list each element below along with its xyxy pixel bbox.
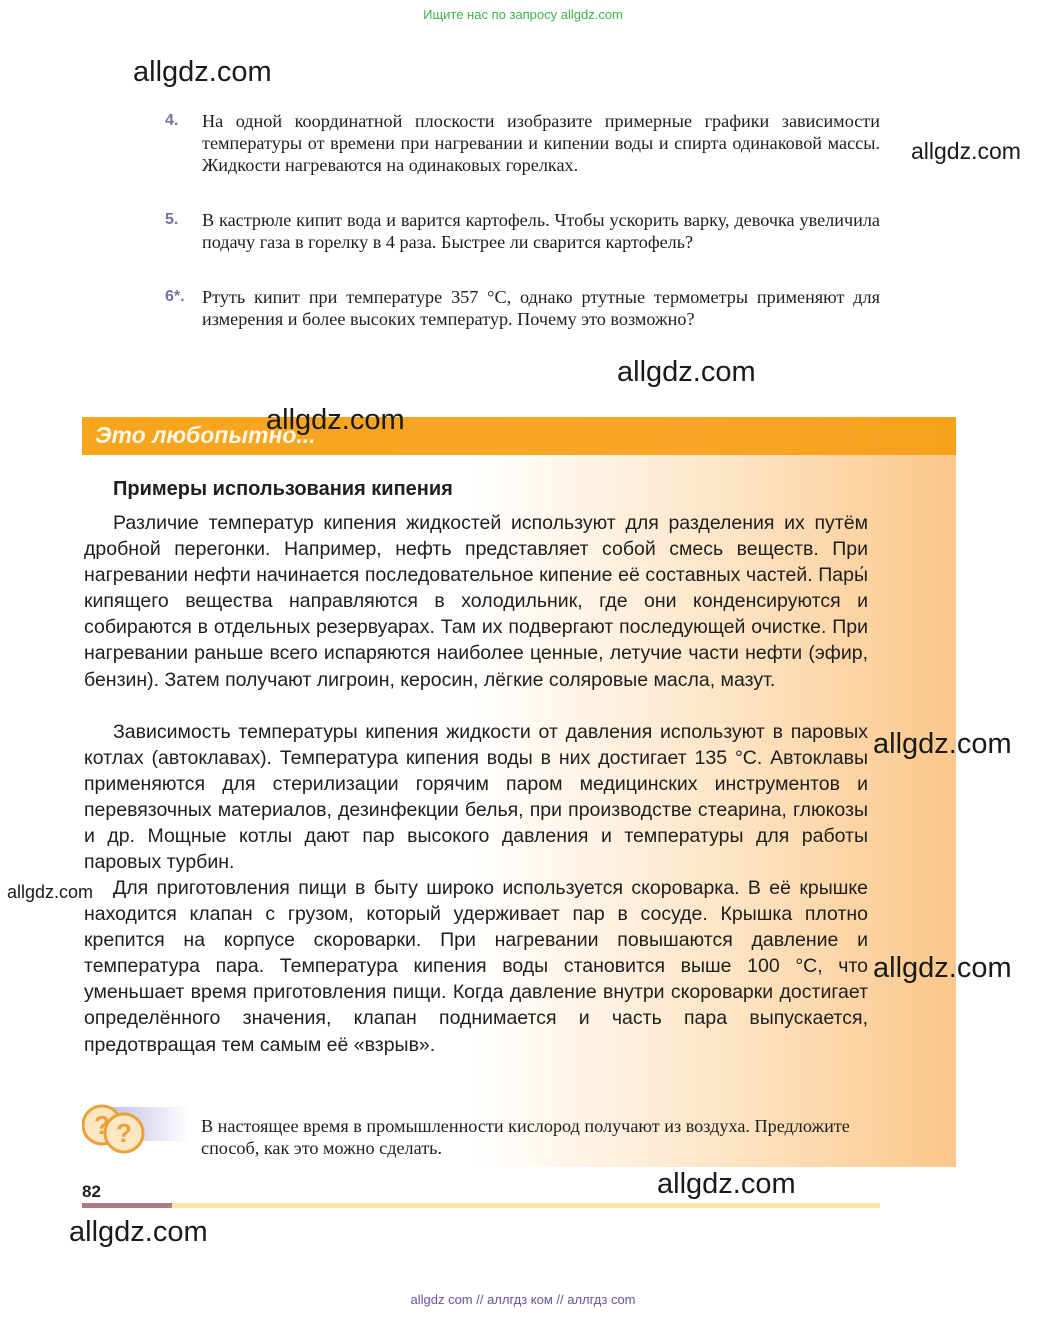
watermark: allgdz.com <box>657 1168 796 1200</box>
footer-bar <box>172 1203 880 1208</box>
watermark: allgdz.com <box>911 138 1021 164</box>
curiosity-box-title: Это любопытно... <box>95 422 316 448</box>
watermark: allgdz.com <box>133 56 272 88</box>
question-5 <box>165 209 880 253</box>
svg-text:?: ? <box>94 1110 110 1140</box>
question-text: Ртуть кипит при температуре 357 °С, однако ртутные термометры применяют для измерения и более высоких температур. Почему это возможно? <box>202 287 880 329</box>
question-4 <box>165 110 880 176</box>
question-number: 4. <box>165 112 179 129</box>
paragraph-distillation: Различие температур кипения жидкостей используют для разделения их путём дробной перегонки. Например, нефть представляет собой смесь веществ. При нагревании нефти начинается последовательное кипение её составных частей. Пары́ кипящего вещества направляются в холодильник, где они конденсируются и собираются в отдельных резервуарах. Там их подвергают последующей очистке. При нагревании раньше всего испаряются наиболее ценные, летучие части нефти (эфир, бензин). Затем получают лигроин, керосин, лёгкие соляровые масла, мазут. <box>84 512 868 691</box>
section-subtitle: Примеры использования кипения <box>113 478 453 500</box>
watermark: allgdz.com <box>873 728 1012 760</box>
question-text: На одной координатной плоскости изобразите примерные графики зависимости температуры от времени при нагревании и кипении воды и спирта одинаковой массы. Жидкости нагреваются на одинаковых горелках. <box>202 111 880 175</box>
question-marks-icon <box>82 1097 190 1157</box>
discussion-question: В настоящее время в промышленности кислород получают из воздуха. Предложите способ, как это можно сделать. <box>201 1116 850 1158</box>
watermark: allgdz.com <box>69 1216 208 1248</box>
watermark: allgdz.com <box>266 404 405 436</box>
question-number: 6*. <box>165 288 185 305</box>
svg-text:?: ? <box>116 1118 132 1148</box>
curiosity-box-header <box>82 417 956 455</box>
page-number: 82 <box>82 1182 101 1201</box>
watermark: allgdz.com <box>7 882 94 902</box>
question-6 <box>165 286 880 330</box>
watermark: allgdz.com <box>873 952 1012 984</box>
watermark: allgdz.com <box>617 356 756 388</box>
footer-links[interactable]: allgdz com // аллгдз ком // аллгдз com <box>410 1292 636 1307</box>
top-banner[interactable]: Ищите нас по запросу allgdz.com <box>423 7 623 22</box>
question-text: В кастрюле кипит вода и варится картофель. Чтобы ускорить варку, девочка увеличила подачу газа в горелку в 4 раза. Быстрее ли сварится картофель? <box>202 210 880 252</box>
question-number: 5. <box>165 211 179 228</box>
paragraph-pressure-cooker: Для приготовления пищи в быту широко используется скороварка. В её крышке находится клапан с грузом, который удерживает пар в сосуде. Крышка плотно крепится на корпусе скороварки. При нагревании повышаются давление и температура пара. Температура кипения воды становится выше 100 °С, что уменьшает время приготовления пищи. Когда давление внутри скороварки достигает определённого значения, клапан поднимается и часть пара выпускается, предотвращая тем самым её «взрыв». <box>84 877 868 1056</box>
footer-bar-accent <box>82 1203 172 1208</box>
paragraph-autoclaves: Зависимость температуры кипения жидкости от давления используют в паровых котлах (автоклавах). Температура кипения воды в них достигает 135 °С. Автоклавы применяются для стерилизации горячим паром медицинских инструментов и перевязочных материалов, дезинфекции белья, при производстве стеарина, глюкозы и др. Мощные котлы дают пар высокого давления и температуры для работы паровых турбин. <box>84 721 868 874</box>
